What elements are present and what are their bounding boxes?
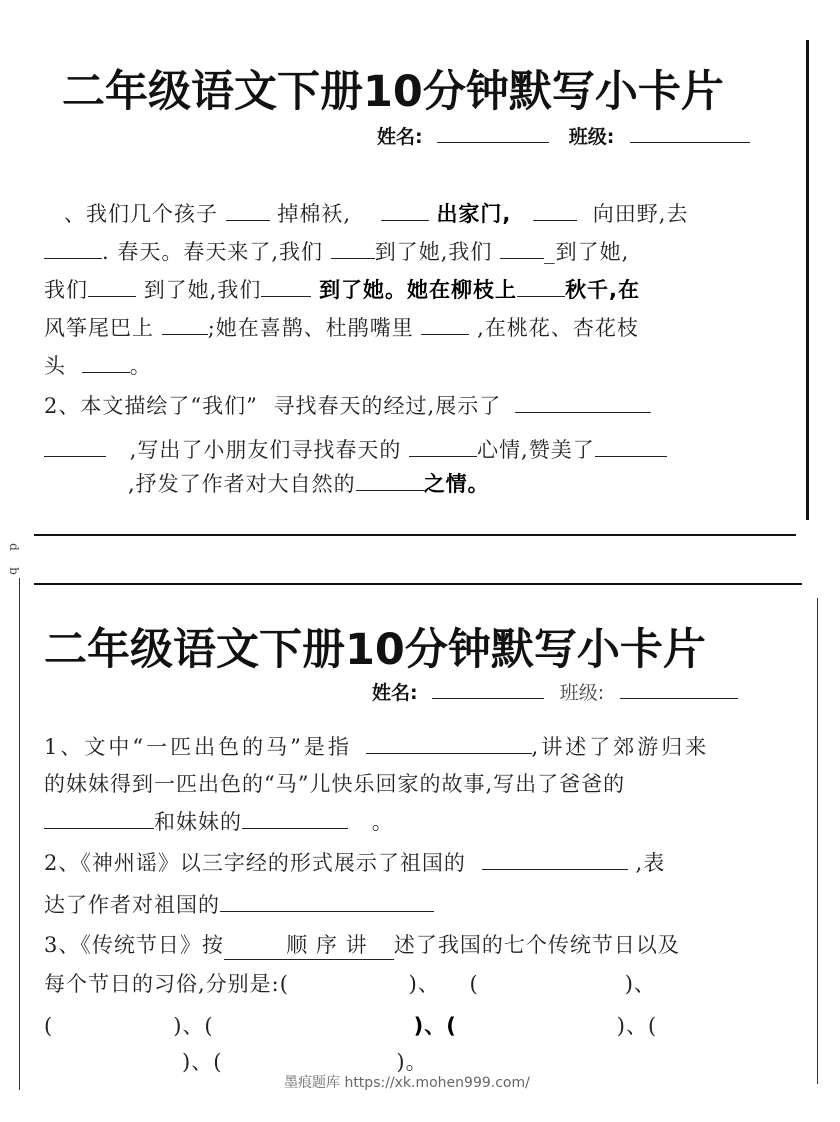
card2-q1-line2 (44, 768, 625, 798)
text: 出家门, (436, 202, 512, 226)
answer-blank[interactable] (88, 278, 136, 297)
filled-answer: 顺 序 讲 (224, 929, 394, 960)
text: 1、文中“一匹出色的马”是指 (44, 735, 352, 759)
answer-blank[interactable] (261, 278, 311, 297)
answer-blank[interactable] (331, 240, 375, 259)
name-label: 姓名: (372, 682, 418, 704)
answer-blank[interactable] (409, 438, 477, 457)
text: 心情,赞美了 (477, 438, 595, 462)
card1-q2-line1 (44, 390, 651, 420)
answer-blank[interactable] (482, 851, 628, 870)
text: 每个节日的习俗,分别是:( (44, 972, 289, 996)
card2-left-border (19, 578, 20, 1090)
text: ( (469, 972, 479, 996)
text: 述了我国的七个传统节日以及 (393, 933, 680, 957)
text: )、( (616, 1014, 658, 1038)
margin-glyph-b: b (6, 567, 21, 575)
card1-q2-line3 (128, 468, 490, 498)
text: 达了作者对祖国的 (44, 893, 220, 917)
card2-q2-line1 (44, 847, 665, 877)
text: 向田野,去 (592, 202, 689, 226)
text: ,讲述了郊游归来 (531, 735, 710, 759)
cut-line-top (34, 534, 796, 536)
answer-blank[interactable] (44, 438, 106, 457)
card1-q1-line1 (64, 198, 688, 228)
card2-q3-line2 (44, 968, 656, 998)
class-label: 班级: (559, 682, 605, 704)
text: 3、《传统节日》按 (44, 933, 224, 957)
text: ;她在喜鹊、杜鹃嘴里 (207, 316, 414, 340)
card2-q3-line1 (44, 929, 680, 960)
card2-q2-line2 (44, 889, 434, 919)
text: 2、本文描绘了“我们” (44, 394, 258, 418)
text: ,写出了小朋友们寻找春天的 (129, 438, 402, 462)
class-field[interactable] (630, 141, 750, 143)
class-field[interactable] (620, 697, 738, 699)
text: 到了她,我们 (143, 278, 262, 302)
text: 秋千,在 (565, 278, 641, 302)
card1-q1-line2 (44, 236, 629, 266)
answer-blank[interactable] (44, 240, 102, 259)
answer-blank[interactable] (82, 354, 130, 373)
answer-blank[interactable] (515, 394, 651, 413)
answer-blank[interactable] (381, 202, 429, 221)
card2-name-row (372, 678, 738, 705)
text: ,表 (635, 851, 666, 875)
name-field[interactable] (437, 141, 549, 143)
card2-q1-line3 (44, 806, 394, 836)
answer-blank[interactable] (366, 735, 532, 754)
answer-blank[interactable] (533, 202, 577, 221)
text: ,抒发了作者对大自然的 (128, 472, 356, 496)
card1-name-row (377, 122, 750, 149)
text: )、( (182, 1050, 223, 1074)
answer-blank[interactable] (44, 810, 154, 829)
text: 风筝尾巴上 (44, 316, 154, 340)
answer-blank[interactable] (500, 240, 544, 259)
card2-q1-line1 (44, 731, 709, 761)
card2-title: 二年级语文下册10分钟默写小卡片 (44, 625, 706, 675)
answer-blank[interactable] (421, 316, 469, 335)
answer-blank[interactable] (517, 278, 565, 297)
text: 寻找春天的经过,展示了 (273, 394, 502, 418)
card2-q3-line3 (44, 1010, 657, 1040)
text: )、( (413, 1014, 457, 1038)
answer-blank[interactable] (162, 316, 208, 335)
text: 到了她,我们 (374, 240, 493, 264)
text: . 春天。春天来了,我们 (102, 240, 324, 264)
card1-title: 二年级语文下册10分钟默写小卡片 (62, 67, 724, 117)
answer-blank[interactable] (220, 893, 434, 912)
text: 。 (129, 354, 152, 378)
watermark: 墨痕题库 https://xk.mohen999.com/ (284, 1075, 530, 1091)
margin-glyph-d: d (6, 543, 21, 551)
name-label: 姓名: (377, 126, 423, 148)
card2-right-border (817, 598, 818, 1084)
text: 掉棉袄, (277, 202, 352, 226)
text: ( (44, 1014, 54, 1038)
text: )、 (408, 972, 440, 996)
cut-line-bottom (34, 583, 802, 585)
text: 和妹妹的 (154, 810, 242, 834)
answer-blank[interactable] (595, 438, 667, 457)
text: ,在桃花、杏花枝 (477, 316, 639, 340)
class-label: 班级: (568, 126, 615, 148)
card1-q1-line3 (44, 274, 640, 304)
text: 。 (371, 810, 394, 834)
answer-blank[interactable] (356, 472, 424, 491)
text: )、( (173, 1014, 214, 1038)
text: )。 (396, 1050, 428, 1074)
text: 2、《神州谣》以三字经的形式展示了祖国的 (44, 851, 466, 875)
text: 、我们几个孩子 (64, 202, 218, 226)
text: 我们 (44, 278, 88, 302)
name-field[interactable] (432, 697, 544, 699)
text: 的妹妹得到一匹出色的“马”儿快乐回家的故事,写出了爸爸的 (44, 772, 626, 796)
text: )、 (624, 972, 656, 996)
card1-q2-line2 (44, 434, 667, 464)
text: _到了她, (544, 240, 630, 264)
card1-q1-line4 (44, 312, 639, 342)
card1-right-border (806, 40, 809, 520)
card1-q1-line5 (44, 350, 152, 380)
answer-blank[interactable] (226, 202, 270, 221)
text: 之情。 (423, 472, 490, 496)
text: 到了她。她在柳枝上 (319, 278, 518, 302)
text: 头 (44, 354, 66, 378)
answer-blank[interactable] (242, 810, 348, 829)
